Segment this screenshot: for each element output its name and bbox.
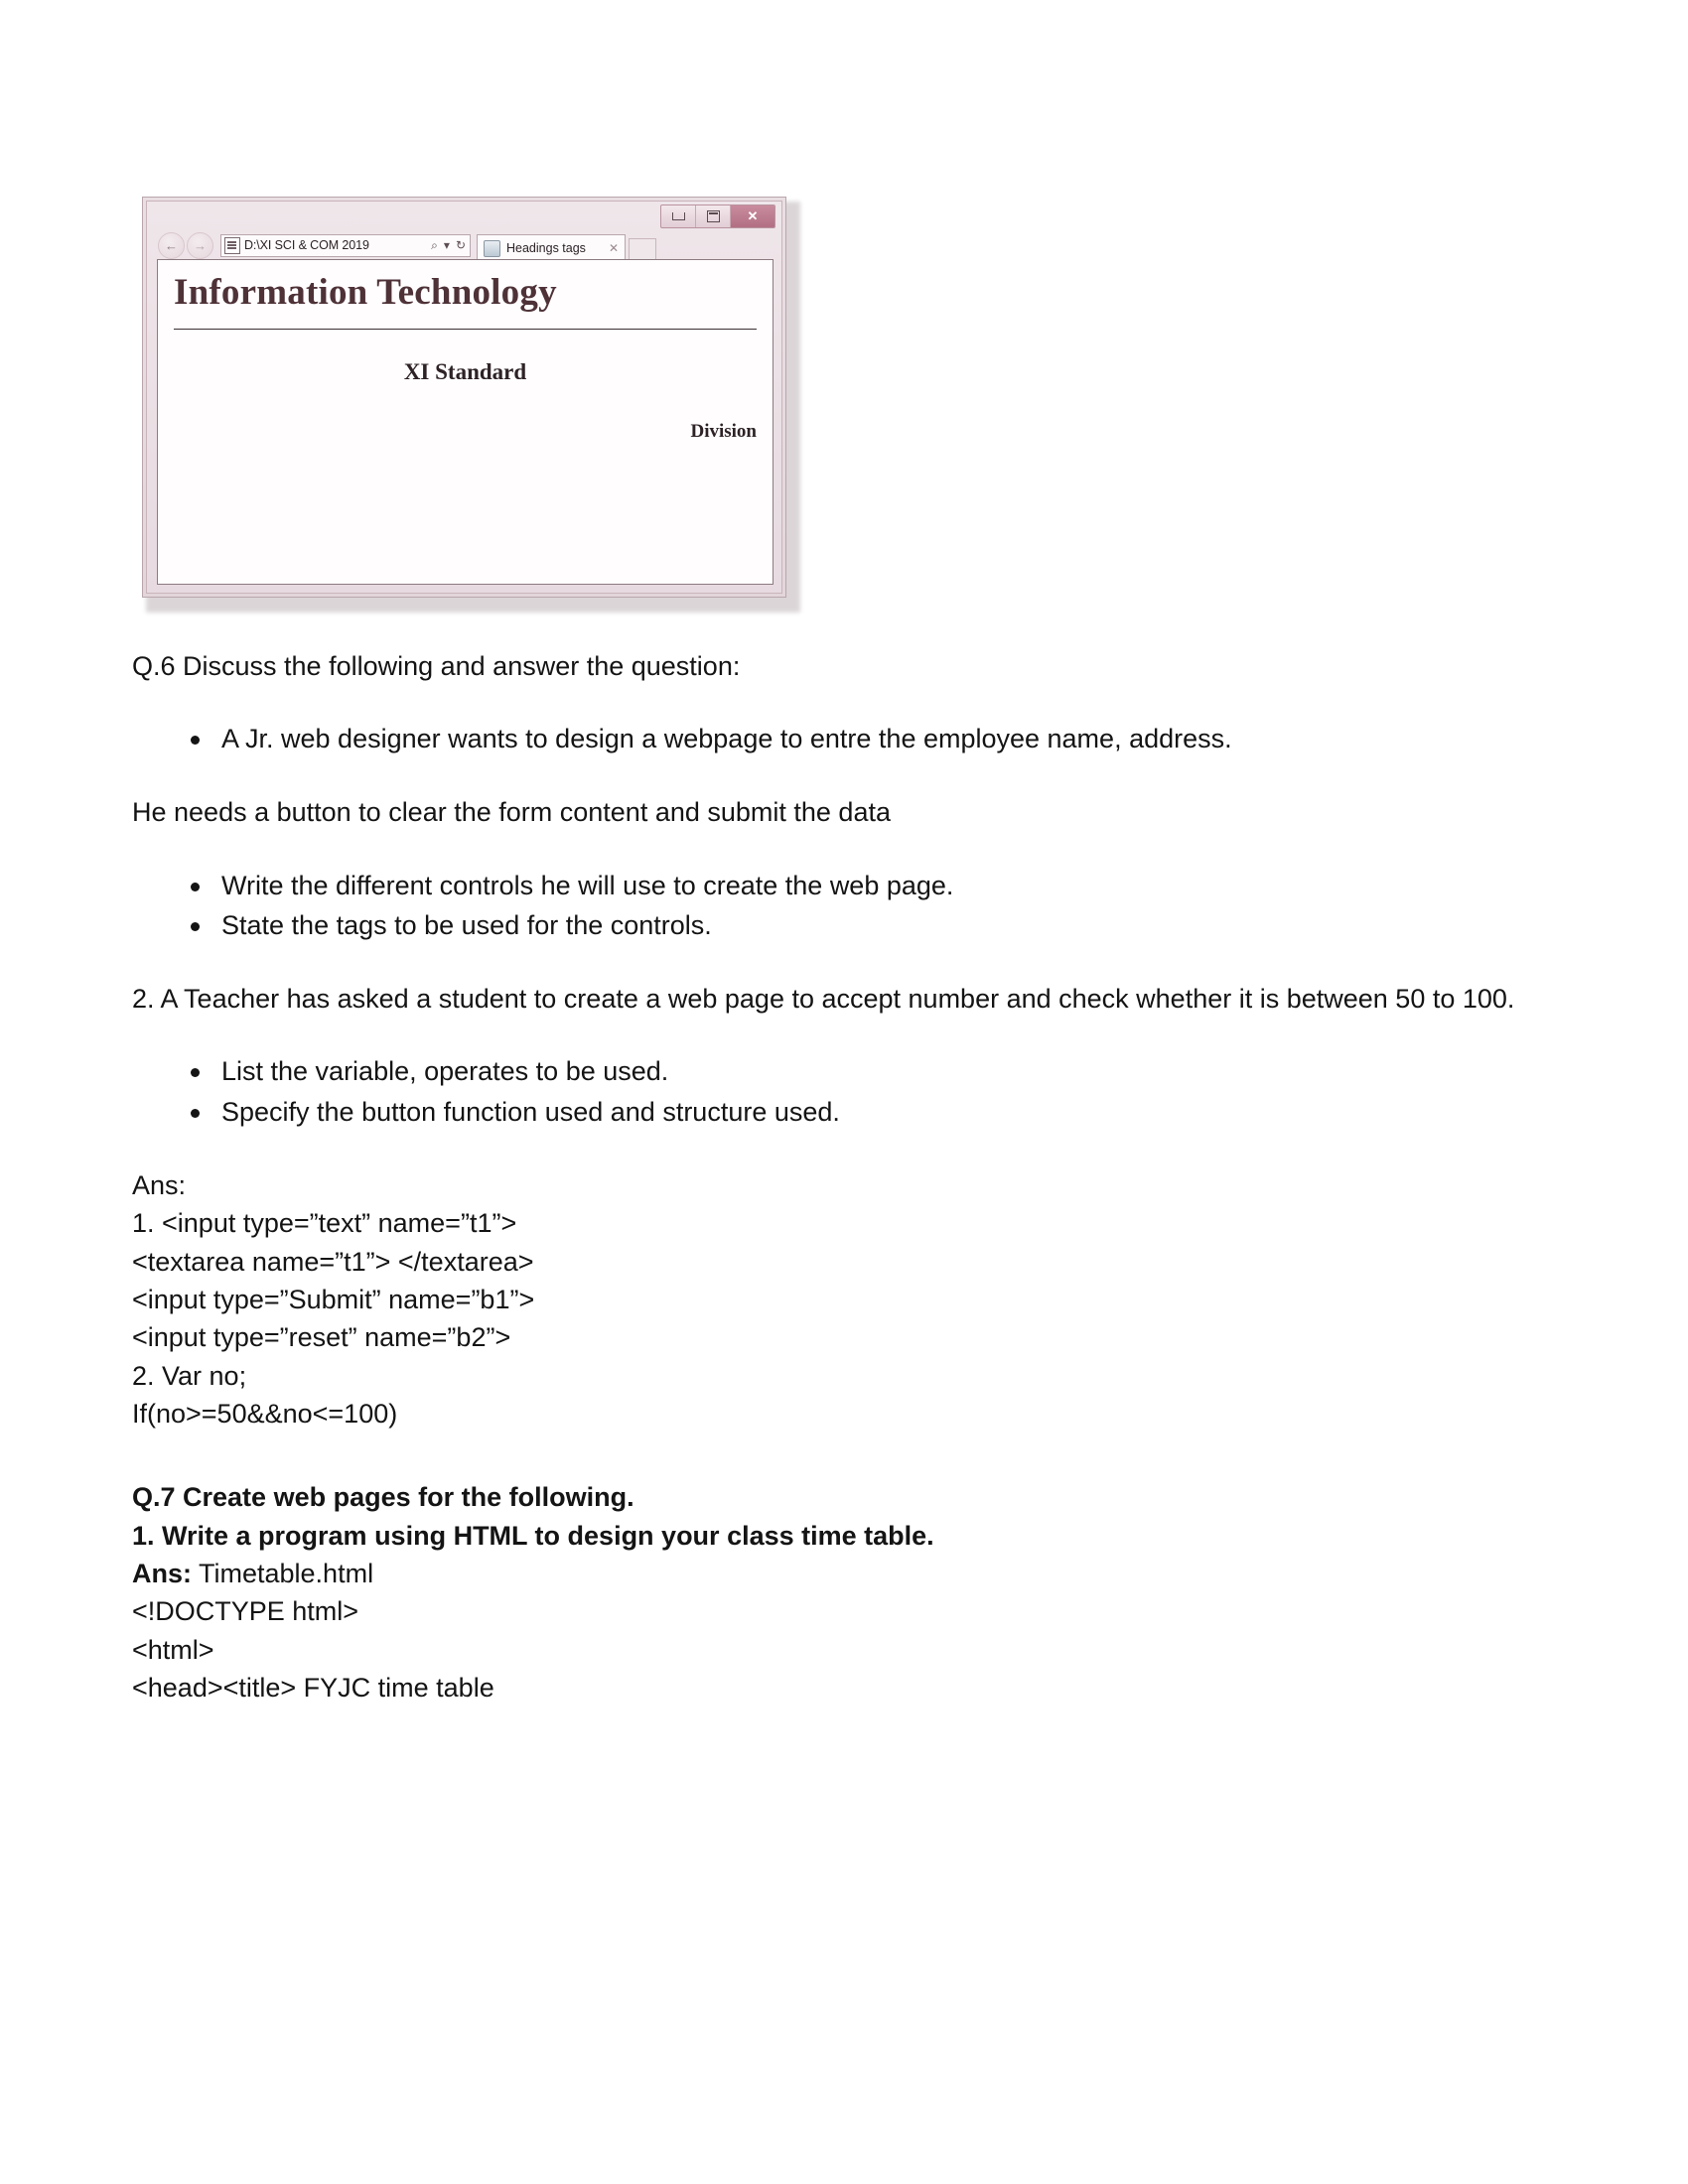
back-arrow-icon: ← <box>165 237 178 253</box>
tab-favicon-icon <box>484 240 500 257</box>
q6-paragraph: He needs a button to clear the form content and submit the data <box>132 797 891 828</box>
minimize-icon <box>672 212 685 220</box>
q7-code-line: <head><title> FYJC time table <box>132 1673 494 1703</box>
answer-label: Ans: <box>132 1170 187 1201</box>
q6-part2-paragraph: 2. A Teacher has asked a student to create a web page to accept number and check whether it is between 50 to 100. <box>132 984 1515 1015</box>
browser-window-chrome <box>146 201 782 594</box>
spacer <box>132 759 1562 793</box>
close-button[interactable] <box>731 205 774 227</box>
answer-code-line: 1. <input type=”text” name=”t1”> <box>132 1208 517 1239</box>
spacer <box>132 1433 1562 1478</box>
rendered-heading-3: Division <box>690 420 757 442</box>
list-item: List the variable, operates to be used. <box>132 1052 1562 1090</box>
maximize-icon <box>707 210 720 222</box>
tab-strip <box>477 229 656 261</box>
refresh-icon[interactable]: ↻ <box>455 238 466 252</box>
title-bar <box>147 202 781 231</box>
q7-answer-line <box>132 1555 1562 1592</box>
list-item: Specify the button function used and structure used. <box>132 1093 1562 1131</box>
spacer <box>132 833 1562 867</box>
q7-code-line: <!DOCTYPE html> <box>132 1596 359 1627</box>
page-document-icon <box>224 237 240 254</box>
q6-bullet-list-1 <box>132 720 1562 757</box>
address-bar[interactable] <box>220 234 471 257</box>
browser-viewport <box>157 259 774 585</box>
tab-headings-tags[interactable] <box>477 234 626 261</box>
chevron-down-icon[interactable]: ▾ <box>443 238 450 252</box>
close-icon: ✕ <box>747 208 759 223</box>
rendered-horizontal-rule <box>174 329 757 330</box>
browser-window-frame <box>142 197 786 598</box>
spacer <box>132 946 1562 980</box>
document-body <box>132 647 1562 1706</box>
list-item: Write the different controls he will use to create the web page. <box>132 867 1562 904</box>
tab-label: Headings tags <box>506 241 586 255</box>
tab-close-icon[interactable]: ✕ <box>608 241 619 255</box>
nav-arrow-group <box>158 232 213 259</box>
list-item: State the tags to be used for the controls. <box>132 906 1562 944</box>
q6-bullet-list-2 <box>132 867 1562 945</box>
spacer <box>132 1019 1562 1052</box>
spacer <box>132 1133 1562 1166</box>
rendered-heading-1: Information Technology <box>174 272 557 313</box>
answer-code-line: 2. Var no; <box>132 1360 247 1391</box>
address-bar-url: D:\XI SCI & COM 2019 <box>244 238 369 252</box>
q6-part2-bullet-list <box>132 1052 1562 1131</box>
answer-code-line: <textarea name=”t1”> </textarea> <box>132 1246 534 1277</box>
back-button[interactable] <box>158 232 185 259</box>
list-item: A Jr. web designer wants to design a webpage to entre the employee name, address. <box>132 720 1562 757</box>
q6-heading: Q.6 Discuss the following and answer the question: <box>132 651 741 681</box>
new-tab-button[interactable] <box>629 238 656 261</box>
q7-answer-value: Timetable.html <box>199 1559 374 1589</box>
answer-code-line: <input type=”reset” name=”b2”> <box>132 1322 511 1353</box>
window-controls <box>660 205 775 228</box>
search-icon[interactable]: ⌕ <box>431 237 438 252</box>
q7-answer-label: Ans: <box>132 1559 192 1589</box>
answer-code-line: <input type=”Submit” name=”b1”> <box>132 1285 535 1315</box>
answer-code-line: If(no>=50&&no<=100) <box>132 1399 398 1430</box>
minimize-button[interactable] <box>661 205 696 227</box>
forward-arrow-icon: → <box>194 237 207 253</box>
rendered-heading-2: XI Standard <box>403 358 527 384</box>
navigation-bar <box>147 229 781 261</box>
q7-item-1: 1. Write a program using HTML to design your class time table. <box>132 1520 934 1551</box>
q7-heading: Q.7 Create web pages for the following. <box>132 1482 634 1513</box>
q7-code-line: <html> <box>132 1634 214 1665</box>
browser-window-screenshot <box>142 197 802 614</box>
spacer <box>132 686 1562 720</box>
maximize-button[interactable] <box>696 205 731 227</box>
forward-button[interactable] <box>187 232 213 259</box>
